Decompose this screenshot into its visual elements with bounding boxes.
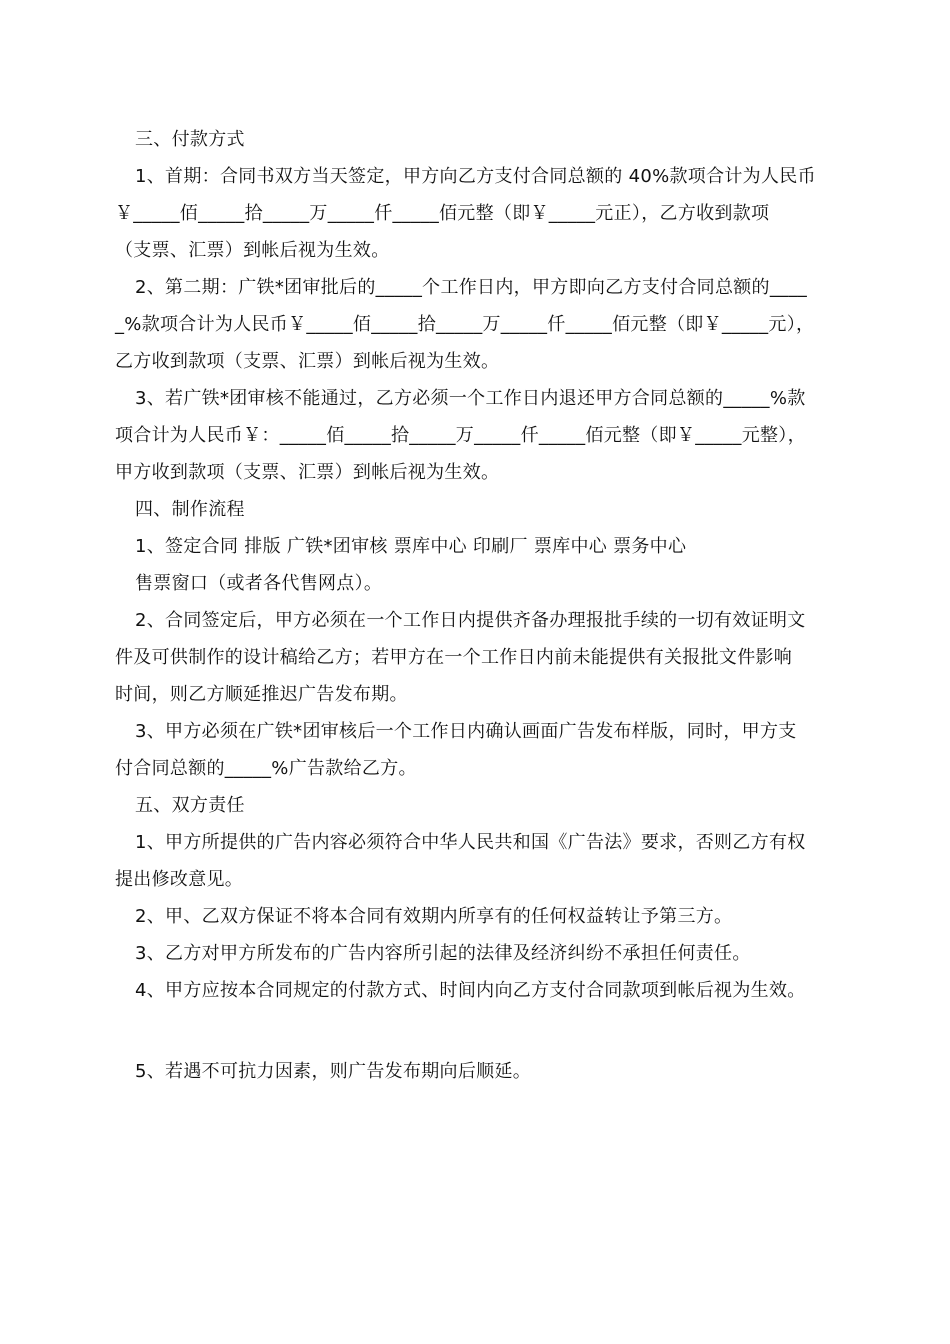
- paragraph-line: ￥_____佰_____拾_____万_____仟_____佰元整（即￥_____元正），乙方收到款项: [115, 203, 770, 224]
- paragraph-line: 2、甲、乙双方保证不将本合同有效期内所享有的任何权益转让予第三方。: [135, 906, 733, 927]
- paragraph-line: 1、甲方所提供的广告内容必须符合中华人民共和国《广告法》要求，否则乙方有权: [135, 832, 806, 853]
- paragraph-spacer: [115, 1009, 845, 1053]
- paragraph-line: 时间，则乙方顺延推迟广告发布期。: [115, 684, 408, 705]
- section-heading-payment: 三、付款方式: [135, 129, 245, 150]
- paragraph-line: _%款项合计为人民币￥_____佰_____拾_____万_____仟_____佰元整（即￥_____元），: [115, 314, 815, 335]
- paragraph-line: 1、首期：合同书双方当天签定，甲方向乙方支付合同总额的 40%款项合计为人民币: [135, 166, 816, 187]
- paragraph-line: 1、签定合同 排版 广铁*团审核 票库中心 印刷厂 票库中心 票务中心: [135, 536, 687, 557]
- paragraph-line: 2、第二期：广铁*团审批后的_____个工作日内，甲方即向乙方支付合同总额的____: [135, 277, 808, 298]
- section-heading-production: 四、制作流程: [135, 499, 245, 520]
- paragraph-line: 5、若遇不可抗力因素，则广告发布期向后顺延。: [135, 1061, 532, 1082]
- paragraph-line: 提出修改意见。: [115, 869, 244, 890]
- paragraph-line: 售票窗口（或者各代售网点）。: [135, 573, 383, 594]
- paragraph-line: 乙方收到款项（支票、汇票）到帐后视为生效。: [115, 351, 500, 372]
- paragraph-line: 付合同总额的_____%广告款给乙方。: [115, 758, 417, 779]
- document-body: [115, 121, 845, 1090]
- paragraph-line: （支票、汇票）到帐后视为生效。: [115, 240, 390, 261]
- paragraph-line: 2、合同签定后，甲方必须在一个工作日内提供齐备办理报批手续的一切有效证明文: [135, 610, 806, 631]
- paragraph-line: 件及可供制作的设计稿给乙方；若甲方在一个工作日内前未能提供有关报批文件影响: [115, 647, 793, 668]
- paragraph-line: 3、乙方对甲方所发布的广告内容所引起的法律及经济纠纷不承担任何责任。: [135, 943, 751, 964]
- section-heading-responsibilities: 五、双方责任: [135, 795, 245, 816]
- paragraph-line: 3、若广铁*团审核不能通过，乙方必须一个工作日内退还甲方合同总额的_____%款: [135, 388, 806, 409]
- paragraph-line: 3、甲方必须在广铁*团审核后一个工作日内确认画面广告发布样版，同时，甲方支: [135, 721, 797, 742]
- paragraph-line: 4、甲方应按本合同规定的付款方式、时间内向乙方支付合同款项到帐后视为生效。: [135, 980, 806, 1001]
- paragraph-line: 项合计为人民币￥：_____佰_____拾_____万_____仟_____佰元整（即￥_____元整），: [115, 425, 806, 446]
- paragraph-line: 甲方收到款项（支票、汇票）到帐后视为生效。: [115, 462, 500, 483]
